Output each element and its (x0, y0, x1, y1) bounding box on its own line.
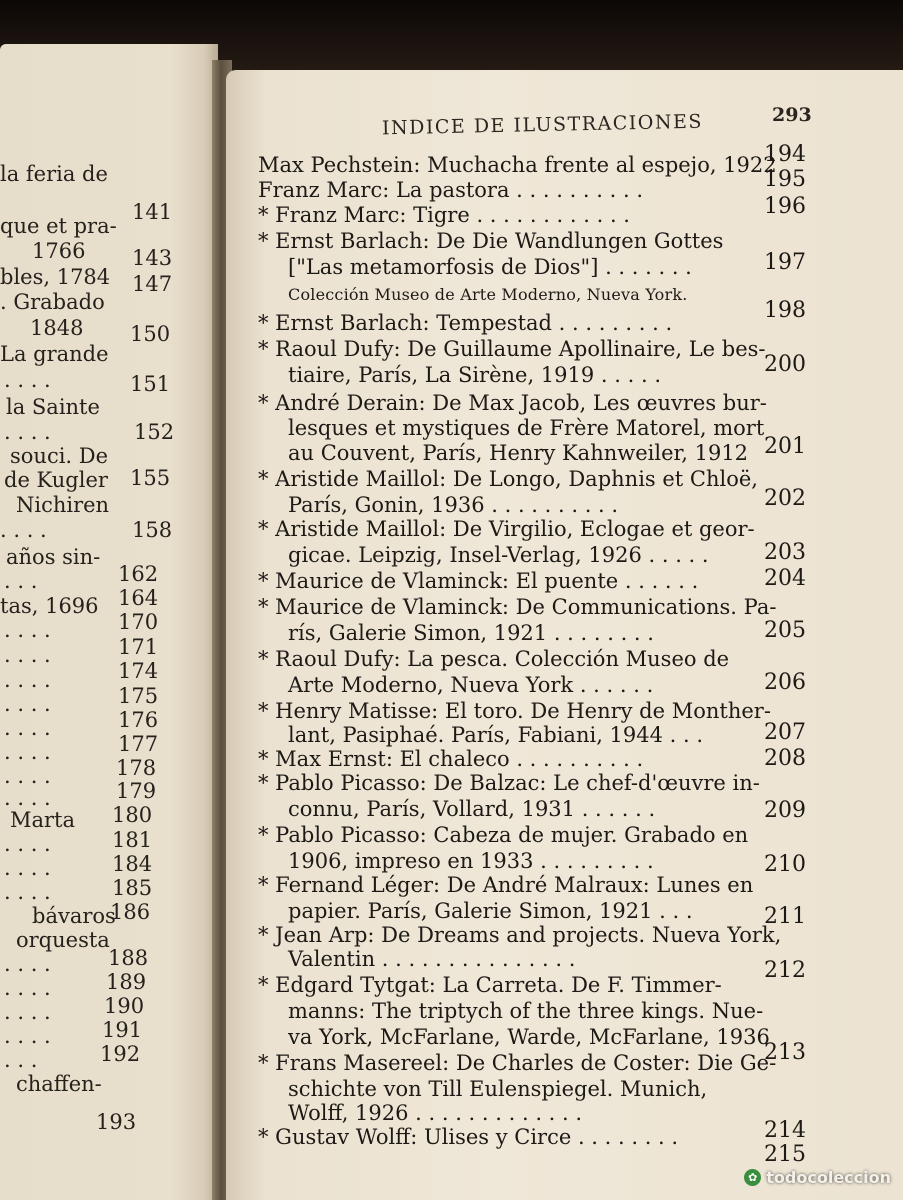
left-page-number: 175 (118, 684, 159, 708)
left-page-number: 171 (118, 635, 159, 659)
index-page-number: 194 (764, 142, 806, 167)
index-page-number: 198 (764, 298, 806, 323)
index-page-number: 196 (764, 194, 806, 219)
left-page-line: . . . . (4, 856, 51, 880)
left-page-line: . Grabado (0, 290, 105, 314)
index-entry-line: lant, Pasiphaé. París, Fabiani, 1944 . . . (288, 723, 704, 747)
index-page-number: 195 (764, 167, 806, 192)
left-page-line: 1766 (32, 239, 86, 263)
left-page-number: 189 (106, 970, 147, 994)
left-page-number: 158 (132, 518, 173, 542)
watermark (744, 1168, 891, 1187)
left-page-line: que et pra- (0, 214, 117, 238)
index-page-number: 214 (764, 1118, 806, 1143)
index-page-number: 212 (764, 958, 806, 983)
index-entry-line: Valentin . . . . . . . . . . . . . . . (288, 947, 576, 971)
leaf-icon: ✿ (744, 1169, 761, 1186)
left-page-line: . . . . (4, 1024, 51, 1048)
left-page-line: la Sainte (6, 395, 100, 419)
left-page-line: . . . . (4, 643, 51, 667)
left-page-number: 147 (132, 272, 173, 296)
index-entry-line: * Franz Marc: Tigre . . . . . . . . . . . . (258, 203, 630, 227)
index-page-number: 215 (764, 1142, 806, 1167)
left-page-line: Marta (10, 808, 76, 832)
left-page-line: bles, 1784 (0, 265, 111, 289)
index-entry-line: Arte Moderno, Nueva York . . . . . . (288, 673, 654, 697)
index-entry-line: * Max Ernst: El chaleco . . . . . . . . . . (258, 747, 644, 771)
left-page-number: 177 (118, 732, 159, 756)
index-entry-line: * Raoul Dufy: La pesca. Colección Museo de (258, 647, 730, 671)
index-entry-line: * Gustav Wolff: Ulises y Circe . . . . . . . . (258, 1125, 679, 1149)
left-page-line: . . . . (4, 618, 51, 642)
index-entry-line: * Frans Masereel: De Charles de Coster: Die Ge- (258, 1051, 777, 1075)
left-page-line: Nichiren (16, 493, 110, 517)
index-page-number: 213 (764, 1040, 806, 1065)
left-page-number: 186 (110, 900, 151, 924)
index-entry-line: schichte von Till Eulenspiegel. Munich, (288, 1077, 708, 1101)
left-page-number: 191 (102, 1018, 143, 1042)
left-page-number: 174 (118, 659, 159, 683)
left-page-line: . . . . (4, 668, 51, 692)
index-page-number: 200 (764, 352, 806, 377)
index-page-number: 206 (764, 670, 806, 695)
index-page-number: 197 (764, 250, 806, 275)
left-page-number: 141 (132, 200, 173, 224)
left-page-number: 150 (130, 322, 171, 346)
left-page-number: 143 (132, 246, 173, 270)
index-entry-line: Max Pechstein: Muchacha frente al espejo, 1922 (258, 153, 777, 177)
left-page-number: 192 (100, 1042, 141, 1066)
left-page-line: . . . . (0, 518, 47, 542)
left-page-line: orquesta (16, 928, 110, 952)
index-entry-line: Wolff, 1926 . . . . . . . . . . . . . (288, 1101, 583, 1125)
left-page-line: . . . . (4, 764, 51, 788)
index-entry-line: 1906, impreso en 1933 . . . . . . . . . (288, 849, 654, 873)
left-page-line: chaffen- (16, 1072, 102, 1096)
index-entry-line: au Couvent, París, Henry Kahnweiler, 1912 (288, 441, 749, 465)
left-page-line: . . . . (4, 952, 51, 976)
index-entry-line: * Maurice de Vlaminck: De Communications. Pa- (258, 595, 777, 619)
left-page-line: . . . (4, 569, 38, 593)
index-page-number: 205 (764, 618, 806, 643)
left-page-number: 180 (112, 803, 153, 827)
left-page-line: . . . . (4, 716, 51, 740)
left-page-line: . . . . (4, 1000, 51, 1024)
index-entry-line: * Ernst Barlach: Tempestad . . . . . . . . . (258, 311, 673, 335)
index-page-number: 207 (764, 720, 806, 745)
index-entry-line: connu, París, Vollard, 1931 . . . . . . (288, 797, 656, 821)
left-page-line: . . . . (4, 880, 51, 904)
index-entry-line: gicae. Leipzig, Insel-Verlag, 1926 . . . . . (288, 543, 709, 567)
left-page-line: la feria de (0, 162, 108, 186)
index-page-number: 211 (764, 904, 806, 929)
left-page-number: 179 (116, 779, 157, 803)
index-entry-line: rís, Galerie Simon, 1921 . . . . . . . . (288, 621, 654, 645)
left-page-number: 181 (112, 828, 153, 852)
index-entry-line: * Pablo Picasso: Cabeza de mujer. Grabado en (258, 823, 749, 847)
left-page-line: de Kugler (4, 468, 108, 492)
left-page-line: . . . . (4, 832, 51, 856)
left-page-number: 193 (96, 1110, 137, 1134)
index-entry-line: papier. París, Galerie Simon, 1921 . . . (288, 899, 693, 923)
left-page-line: . . . . (4, 976, 51, 1000)
watermark-text: todocoleccion (766, 1168, 891, 1187)
index-entry-line: Franz Marc: La pastora . . . . . . . . . . (258, 178, 643, 202)
left-page-line: La grande (0, 342, 109, 366)
index-entry-line: * Raoul Dufy: De Guillaume Apollinaire, Le bes- (258, 337, 766, 361)
index-page-number: 208 (764, 746, 806, 771)
index-entry-line: * Edgard Tytgat: La Carreta. De F. Timmer- (258, 973, 722, 997)
left-page-number: 164 (118, 586, 159, 610)
index-page-number: 201 (764, 434, 806, 459)
index-page-number: 210 (764, 852, 806, 877)
left-page-number: 185 (112, 876, 153, 900)
left-page-number: 155 (130, 466, 171, 490)
index-entry-line: Colección Museo de Arte Moderno, Nueva York. (288, 285, 688, 304)
left-page-line: souci. De (10, 444, 109, 468)
index-entry-line: lesques et mystiques de Frère Matorel, mort (288, 416, 765, 440)
running-head: INDICE DE ILUSTRACIONES (381, 110, 704, 140)
left-page-number: 170 (118, 610, 159, 634)
index-entry-line: * Fernand Léger: De André Malraux: Lunes en (258, 873, 754, 897)
left-page-number: 188 (108, 946, 149, 970)
page-number: 293 (772, 104, 812, 126)
index-page-number: 202 (764, 486, 806, 511)
left-page-line: años sin- (6, 545, 101, 569)
left-page-number: 190 (104, 994, 145, 1018)
index-page-number: 203 (764, 540, 806, 565)
left-page-number: 152 (134, 420, 175, 444)
index-entry-line: manns: The triptych of the three kings. Nue- (288, 999, 764, 1023)
index-entry-line: * Ernst Barlach: De Die Wandlungen Gottes (258, 229, 724, 253)
left-page-line: bávaros (32, 904, 116, 928)
left-page-number: 151 (130, 372, 171, 396)
left-page-line: . . . . (4, 786, 51, 810)
index-entry-line: ["Las metamorfosis de Dios"] . . . . . . . (288, 255, 692, 279)
left-page-number: 178 (116, 756, 157, 780)
left-page-line: . . . (4, 1048, 38, 1072)
index-entry-line: * Pablo Picasso: De Balzac: Le chef-d'œuvre in- (258, 771, 760, 795)
left-page-line: . . . . (4, 420, 51, 444)
left-page-line: 1848 (30, 316, 84, 340)
index-entry-line: * Henry Matisse: El toro. De Henry de Monther- (258, 699, 771, 723)
index-page-number: 209 (764, 798, 806, 823)
index-entry-line: * Aristide Maillol: De Longo, Daphnis et Chloë, (258, 467, 758, 491)
left-page-number: 176 (118, 708, 159, 732)
index-entry-line: * Aristide Maillol: De Virgilio, Eclogae et geor- (258, 517, 755, 541)
index-entry-line: * André Derain: De Max Jacob, Les œuvres bur- (258, 391, 767, 415)
index-entry-line: * Maurice de Vlaminck: El puente . . . . . . (258, 569, 699, 593)
left-page-number: 184 (112, 852, 153, 876)
left-page-line: . . . . (4, 692, 51, 716)
left-page-number: 162 (118, 562, 159, 586)
index-entry-line: tiaire, París, La Sirène, 1919 . . . . . (288, 363, 662, 387)
index-page-number: 204 (764, 566, 806, 591)
left-page-line: . . . . (4, 740, 51, 764)
index-entry-line: va York, McFarlane, Warde, McFarlane, 1936 (288, 1025, 770, 1049)
index-entry-line: París, Gonin, 1936 . . . . . . . . . . (288, 493, 619, 517)
left-page-line: tas, 1696 (0, 594, 99, 618)
left-page-line: . . . . (4, 368, 51, 392)
index-entry-line: * Jean Arp: De Dreams and projects. Nueva York, (258, 923, 782, 947)
